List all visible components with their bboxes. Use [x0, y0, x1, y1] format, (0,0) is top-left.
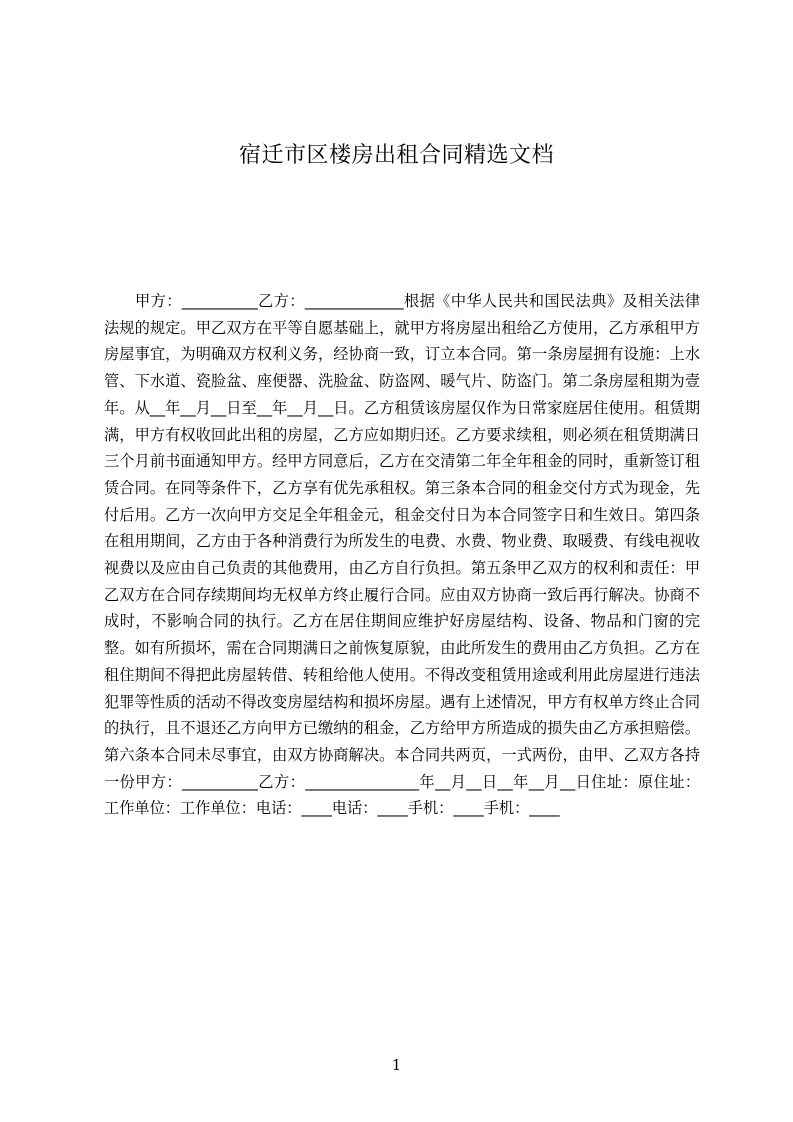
- page-number: 1: [391, 1056, 402, 1074]
- contract-body-text: 甲方：__________乙方：_____________根据《中华人民共和国民法典》及相关法律法规的规定。甲乙双方在平等自愿基础上，就甲方将房屋出租给乙方使用，乙方承租甲方房屋事宜，为明确双方权利义务，经协商一致，订立本合同。第一条房屋拥有设施：上水管、下水道、瓷脸盆、座便器、洗脸盆、防盗网、暖气片、防盗门。第二条房屋租期为壹年。从__年__月__日至__年__月__日。乙方租赁该房屋仅作为日常家庭居住使用。租赁期满，甲方有权收回此出租的房屋，乙方应如期归还。乙方要求续租，则必须在租赁期满日三个月前书面通知甲方。经甲方同意后，乙方在交清第二年全年租金的同时，重新签订租赁合同。在同等条件下，乙方享有优先承租权。第三条本合同的租金交付方式为现金，先付后用。乙方一次向甲方交足全年租金元，租金交付日为本合同签字日和生效日。第四条在租用期间，乙方由于各种消费行为所发生的电费、水费、物业费、取暖费、有线电视收视费以及应由自己负责的其他费用，由乙方自行负担。第五条甲乙双方的权利和责任：甲乙双方在合同存续期间均无权单方终止履行合同。应由双方协商一致后再行解决。协商不成时，不影响合同的执行。乙方在居住期间应维护好房屋结构、设备、物品和门窗的完整。如有所损坏，需在合同期满日之前恢复原貌，由此所发生的费用由乙方负担。乙方在租住期间不得把此房屋转借、转租给他人使用。不得改变租赁用途或利用此房屋进行违法犯罪等性质的活动不得改变房屋结构和损坏房屋。遇有上述情况，甲方有权单方终止合同的执行，且不退还乙方向甲方已缴纳的租金，乙方给甲方所造成的损失由乙方承担赔偿。第六条本合同未尽事宜，由双方协商解决。本合同共两页，一式两份，由甲、乙双方各持一份甲方：__________乙方：_______________年__月__日__年__月__日住址：原住址：工作单位：工作单位：电话：____电话：____手机：____手机：____: [104, 292, 700, 818]
- document-title: 宿迁市区楼房出租合同精选文档: [238, 143, 554, 168]
